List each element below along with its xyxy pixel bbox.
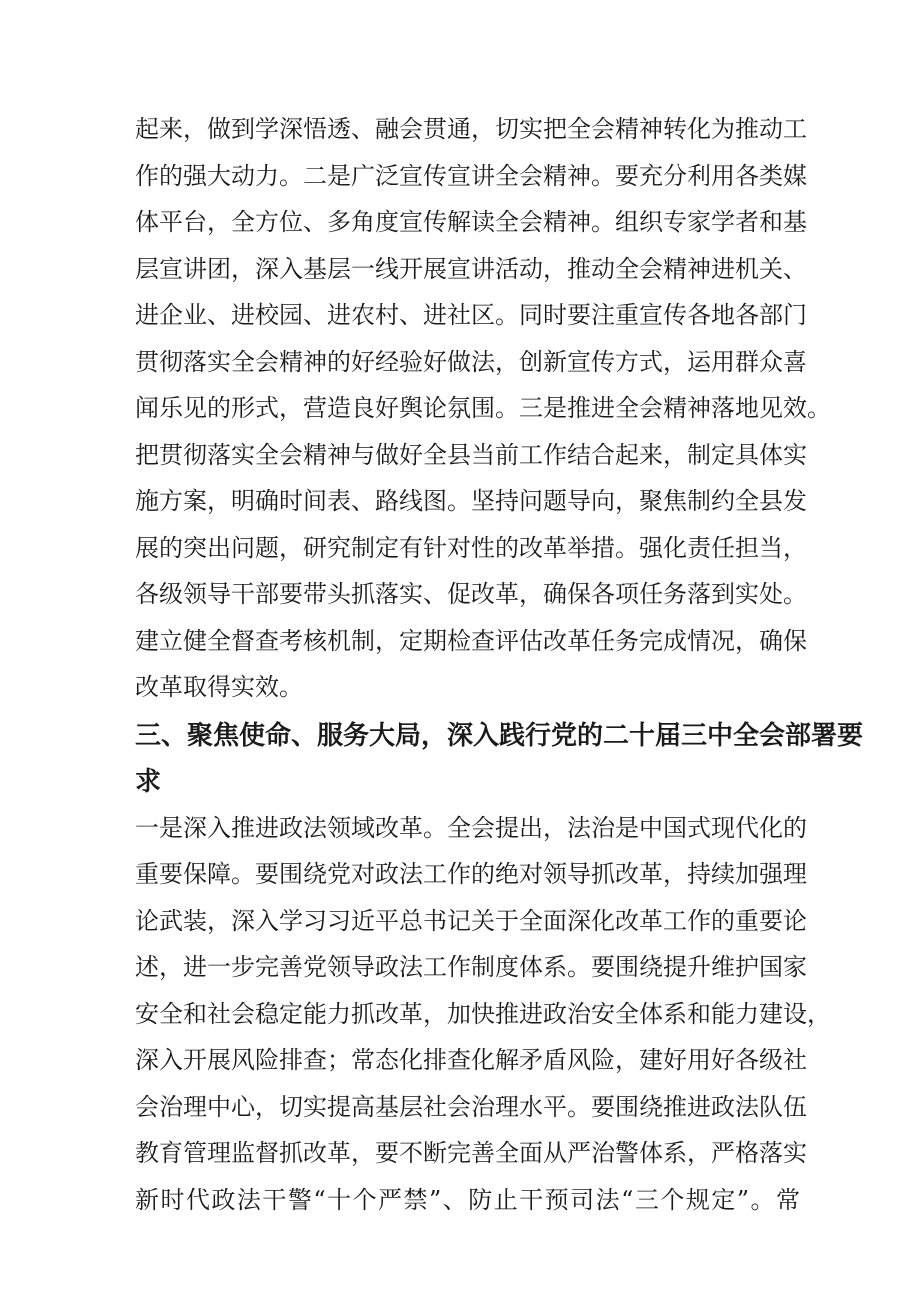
paragraph-section-3 bbox=[135, 805, 831, 1224]
text-line: 起来，做到学深悟透、融会贯通，切实把全会精神转化为推动工 bbox=[135, 115, 807, 143]
text-line: 述，进一步完善党领导政法工作制度体系。要围绕提升维护国家 bbox=[135, 953, 807, 981]
text-line: 把贯彻落实全会精神与做好全县当前工作结合起来，制定具体实 bbox=[135, 440, 807, 469]
text-line: 安全和社会稳定能力抓改革，加快推进政治安全体系和能力建设， bbox=[135, 999, 831, 1028]
heading-line: 三、聚焦使命、服务大局，深入践行党的二十届三中全会部署要 bbox=[135, 720, 864, 751]
text-line: 进企业、进校园、进农村、进社区。同时要注重宣传各地各部门 bbox=[135, 301, 807, 329]
text-line: 深入开展风险排查；常态化排查化解矛盾风险，建好用好各级社 bbox=[135, 1046, 807, 1074]
heading-line: 求 bbox=[135, 766, 162, 797]
text-line: 建立健全督查考核机制，定期检查评估改革任务完成情况，确保 bbox=[135, 626, 807, 655]
text-line: 各级领导干部要带头抓落实、促改革，确保各项任务落到实处。 bbox=[135, 580, 807, 608]
document-content bbox=[135, 106, 864, 1223]
text-line: 论武装，深入学习习近平总书记关于全面深化改革工作的重要论 bbox=[135, 906, 807, 935]
text-line: 施方案，明确时间表、路线图。坚持问题导向，聚焦制约全县发 bbox=[135, 487, 807, 515]
section-heading bbox=[135, 713, 864, 805]
text-line: 教育管理监督抓改革，要不断完善全面从严治警体系，严格落实 bbox=[135, 1139, 807, 1167]
text-line: 体平台，全方位、多角度宣传解读全会精神。组织专家学者和基 bbox=[135, 208, 807, 236]
text-line: 新时代政法干警“十个严禁”、防止干预司法“三个规定”。常 bbox=[135, 1185, 800, 1214]
text-line: 一是深入推进政法领域改革。全会提出，法治是中国式现代化的 bbox=[135, 813, 807, 842]
text-line: 闻乐见的形式，营造良好舆论氛围。三是推进全会精神落地见效。 bbox=[135, 394, 831, 422]
text-line: 重要保障。要围绕党对政法工作的绝对领导抓改革，持续加强理 bbox=[135, 860, 807, 888]
text-line: 会治理中心，切实提高基层社会治理水平。要围绕推进政法队伍 bbox=[135, 1092, 807, 1121]
text-line: 展的突出问题，研究制定有针对性的改革举措。强化责任担当， bbox=[135, 533, 807, 562]
paragraph-continuation bbox=[135, 106, 831, 711]
text-line: 贯彻落实全会精神的好经验好做法，创新宣传方式，运用群众喜 bbox=[135, 347, 807, 376]
text-line: 层宣讲团，深入基层一线开展宣讲活动，推动全会精神进机关、 bbox=[135, 254, 807, 283]
text-line: 改革取得实效。 bbox=[135, 673, 303, 701]
text-line: 作的强大动力。二是广泛宣传宣讲全会精神。要充分利用各类媒 bbox=[135, 161, 807, 190]
